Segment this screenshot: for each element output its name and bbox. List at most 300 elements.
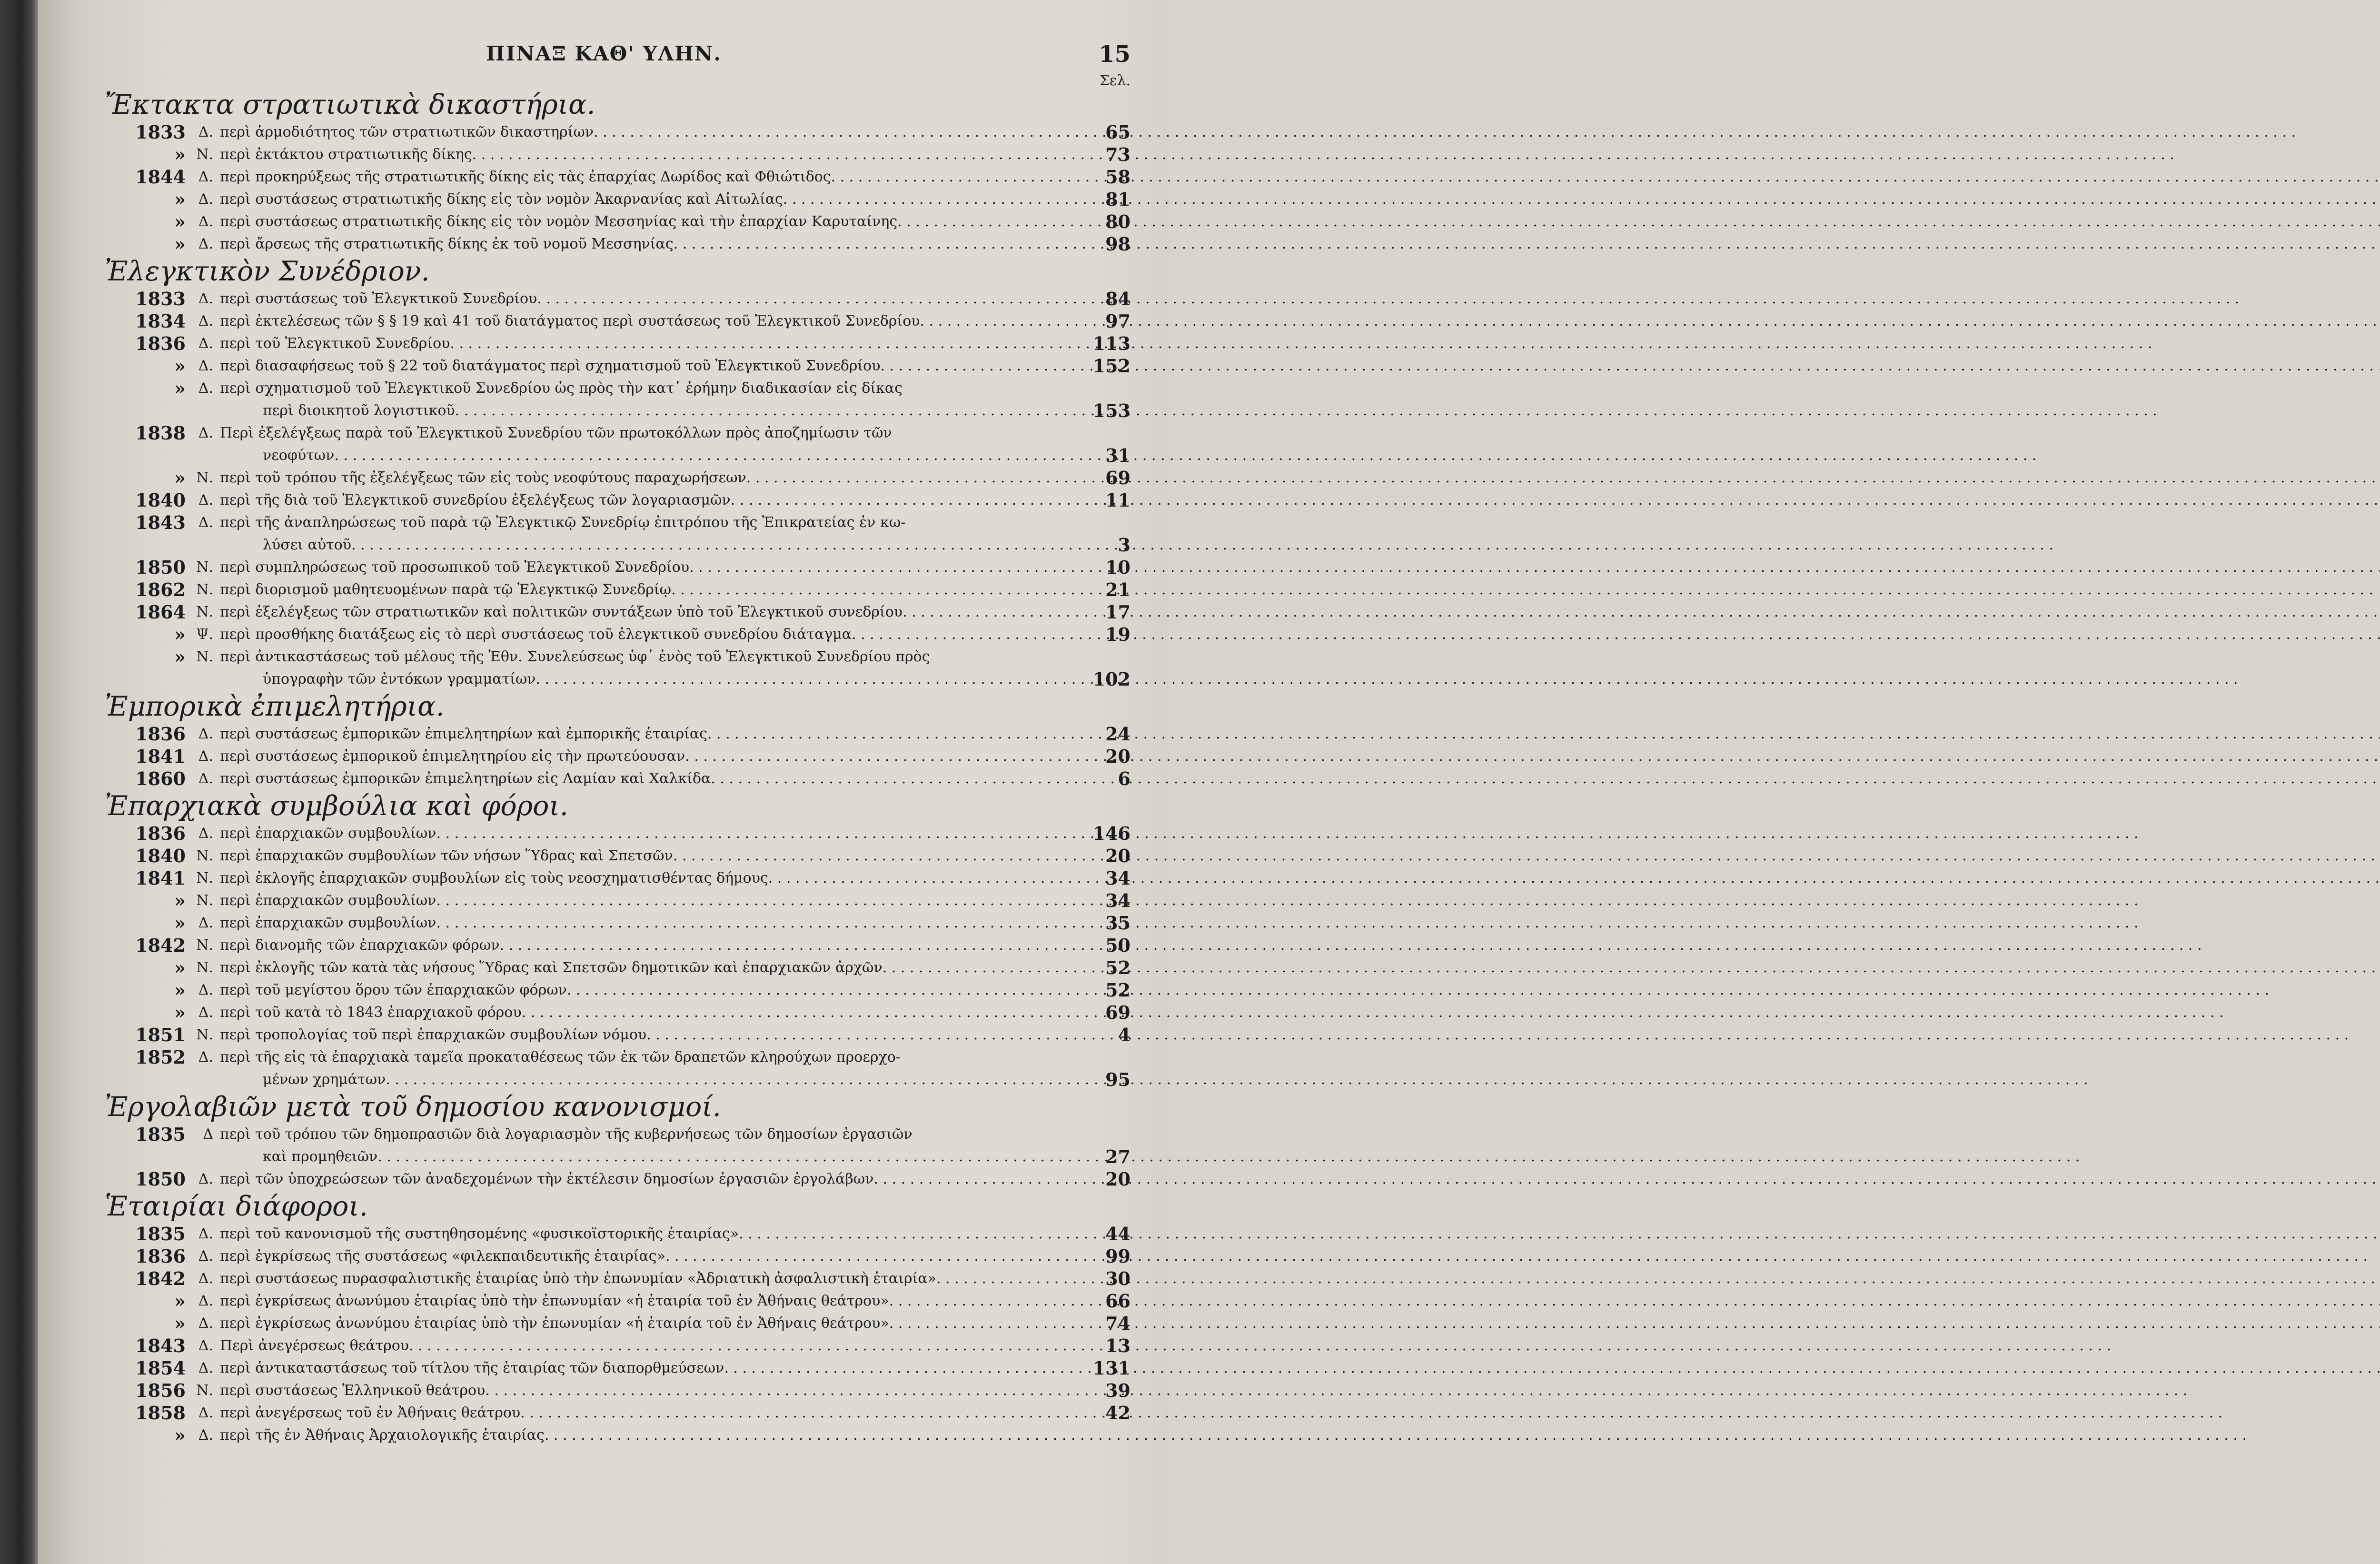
entry-page-ref: 95 — [1105, 1069, 1130, 1090]
dot-leader — [334, 444, 2036, 467]
entry-description-line — [220, 723, 1078, 745]
entry-description-line — [220, 332, 1078, 355]
entry-page-ref: 98 — [1105, 233, 1130, 255]
entry-text: περὶ διασαφήσεως τοῦ § 22 τοῦ διατάγματος περὶ σχηματισμοῦ τοῦ Ἐλεγκτικοῦ Συνεδρίου — [220, 358, 881, 374]
index-entry — [124, 979, 1130, 1001]
dot-leader — [409, 1335, 2111, 1357]
entry-text: περὶ ἐκλογῆς τῶν κατὰ τὰς νήσους Ὕδρας καὶ Σπετσῶν δημοτικῶν καὶ ἐπαρχιακῶν ἀρχῶν — [220, 959, 883, 976]
entry-description — [220, 188, 1078, 210]
entry-year: 1834 — [135, 310, 186, 332]
entry-type: Δ. — [198, 124, 213, 140]
entry-year: » — [174, 979, 186, 1001]
entry-type: Ν. — [196, 604, 213, 620]
entry-text: περὶ ἐγκρίσεως ἀνωνύμου ἑταιρίας ὑπὸ τὴν ἐπωνυμίαν «ἡ ἑταιρία τοῦ ἐν Ἀθήναις θεάτρου» — [220, 1315, 889, 1332]
entry-description-line — [220, 1223, 1078, 1245]
entry-type: Δ. — [198, 1337, 213, 1354]
entry-text: περὶ τῆς εἰς τὰ ἐπαρχιακὰ ταμεῖα προκαταθέσεως τῶν ἐκ τῶν δραπετῶν κληρούχων προερχο- — [220, 1049, 901, 1066]
entry-description-line — [220, 1046, 1078, 1068]
index-entry — [124, 310, 1130, 332]
entry-year: » — [174, 957, 186, 978]
entry-year: 1841 — [135, 867, 186, 889]
index-entry — [124, 511, 1130, 556]
entry-description — [220, 1357, 1078, 1379]
index-entry — [124, 233, 1130, 255]
entry-type: Δ. — [198, 1427, 213, 1444]
entry-description-line — [220, 646, 1078, 668]
entry-text: περὶ ἁρμοδιότητος τῶν στρατιωτικῶν δικαστηρίων — [220, 124, 594, 140]
dot-leader — [936, 1267, 2380, 1290]
entry-description — [220, 979, 1078, 1001]
entry-description — [220, 422, 1078, 467]
entry-description-line — [220, 1001, 1078, 1024]
entry-description — [220, 623, 1078, 646]
entry-text: περὶ προσθήκης διατάξεως εἰς τὸ περὶ συστάσεως τοῦ ἐλεγκτικοῦ συνεδρίου διάταγμα — [220, 626, 852, 643]
entry-type: Δ. — [198, 380, 213, 397]
entry-type: Δ. — [198, 915, 213, 931]
entry-description — [220, 1424, 1078, 1446]
entry-page-ref: 66 — [1105, 1290, 1130, 1312]
section-heading: Ἑταιρίαι διάφοροι. — [105, 1191, 368, 1222]
section-heading: Ἐμπορικὰ ἐπιμελητήρια. — [105, 691, 445, 722]
entry-type: Ν. — [196, 937, 213, 954]
entry-description-line — [220, 623, 1078, 646]
dot-leader — [436, 822, 2138, 845]
index-entry — [124, 646, 1130, 690]
entry-text: περὶ σχηματισμοῦ τοῦ Ἐλεγκτικοῦ Συνεδρίου ὡς πρὸς τὴν κατ᾽ ἐρήμην διαδικασίαν εἰς δίκας — [220, 380, 902, 397]
index-entry — [124, 1312, 1130, 1335]
index-entry — [124, 867, 1130, 889]
entry-text: περὶ ἐκλογῆς ἐπαρχιακῶν συμβουλίων εἰς τοὺς νεοσχηματισθέντας δήμους — [220, 870, 768, 887]
entry-page-ref: 52 — [1105, 979, 1130, 1001]
entry-page-ref: 50 — [1105, 935, 1130, 956]
entry-type: Δ. — [198, 492, 213, 508]
dot-leader — [537, 288, 2239, 310]
index-entry — [124, 422, 1130, 467]
entry-page-ref: 13 — [1105, 1335, 1130, 1356]
entry-type: Δ. — [198, 236, 213, 252]
index-entry — [124, 601, 1130, 623]
entry-type: Δ. — [198, 982, 213, 998]
entry-description-line — [220, 979, 1078, 1001]
entry-type: Ν. — [196, 559, 213, 576]
entry-year: » — [174, 890, 186, 911]
entry-year: » — [174, 189, 186, 210]
index-entry — [124, 1424, 1130, 1446]
entry-type: Δ. — [198, 1171, 213, 1187]
dot-leader — [351, 534, 2053, 556]
entry-type: Δ. — [198, 1293, 213, 1309]
entry-text: περὶ προκηρύξεως τῆς στρατιωτικῆς δίκης εἰς τὰς ἐπαρχίας Δωρίδος καὶ Φθιώτιδος — [220, 169, 831, 185]
entry-type: Ν. — [196, 469, 213, 486]
entry-page-ref: 113 — [1092, 333, 1130, 354]
entry-page-ref: 4 — [1118, 1024, 1130, 1046]
dot-leader — [724, 1357, 2380, 1379]
entry-description — [220, 143, 1078, 166]
book-page — [38, 0, 1170, 1564]
entry-description-line — [220, 1123, 1078, 1146]
entry-year: » — [174, 144, 186, 165]
entry-description — [220, 1379, 1078, 1402]
entry-year: 1856 — [135, 1380, 186, 1401]
entry-description — [220, 1245, 1078, 1267]
index-entry — [124, 822, 1130, 845]
index-entry — [124, 288, 1130, 310]
entry-year: 1851 — [135, 1024, 186, 1046]
entry-year: 1836 — [135, 1245, 186, 1267]
index-entry — [124, 1267, 1130, 1290]
entry-description-line — [220, 1357, 1078, 1379]
entry-text: περὶ τοῦ τρόπου τῆς ἐξελέγξεως τῶν εἰς τοὺς νεοφύτους παραχωρήσεων — [220, 469, 746, 486]
dot-leader — [831, 166, 2380, 188]
entry-page-ref: 17 — [1105, 601, 1130, 623]
dot-leader — [545, 1424, 2247, 1446]
entry-type: Ν. — [196, 959, 213, 976]
entry-text: περὶ τῶν ὑποχρεώσεων τῶν ἀναδεχομένων τὴν ἐκτέλεσιν δημοσίων ἐργασιῶν ἐργολάβων — [220, 1171, 874, 1187]
entry-year: » — [174, 624, 186, 645]
dot-leader — [739, 1223, 2380, 1245]
entry-page-ref: 69 — [1105, 467, 1130, 488]
entry-description — [220, 934, 1078, 956]
entry-description — [220, 467, 1078, 489]
entry-page-ref: 99 — [1105, 1245, 1130, 1267]
entry-description — [220, 511, 1078, 556]
entry-description — [220, 1267, 1078, 1290]
index-entry — [124, 1168, 1130, 1190]
dot-leader — [689, 556, 2380, 578]
entry-description — [220, 233, 1078, 255]
dot-leader — [674, 233, 2376, 255]
entry-text: περὶ συστάσεως πυρασφαλιστικῆς ἑταιρίας ὑπὸ τὴν ἐπωνυμίαν «Ἀδριατικὴ ἀσφαλιστικὴ ἑταιρία» — [220, 1270, 936, 1287]
entry-page-ref: 81 — [1105, 189, 1130, 210]
entry-description — [220, 489, 1078, 511]
entry-description — [220, 745, 1078, 767]
entry-type: Ψ. — [196, 626, 213, 643]
book-gutter — [0, 0, 38, 1564]
entry-description-line — [220, 1146, 1078, 1168]
entry-description-line — [220, 578, 1078, 601]
entry-type: Ν. — [196, 847, 213, 864]
entry-text: περὶ ἐκτελέσεως τῶν § § 19 καὶ 41 τοῦ διατάγματος περὶ συστάσεως τοῦ Ἐλεγκτικοῦ Συνεδρίου — [220, 313, 920, 329]
entry-type: Δ. — [198, 1405, 213, 1421]
entry-page-ref: 34 — [1105, 890, 1130, 911]
entry-text: περὶ συμπληρώσεως τοῦ προσωπικοῦ τοῦ Ἐλεγκτικοῦ Συνεδρίου — [220, 559, 690, 576]
entry-year: 1838 — [135, 422, 186, 444]
entry-text: μένων χρημάτων — [263, 1071, 386, 1088]
page-column-label: Σελ. — [1099, 72, 1130, 89]
entry-description — [220, 578, 1078, 601]
index-entry — [124, 889, 1130, 912]
dot-leader — [665, 1245, 2368, 1267]
entry-description-line — [220, 233, 1078, 255]
entry-description-line — [220, 310, 1078, 332]
entry-type: Δ. — [198, 514, 213, 531]
entry-year: 1843 — [135, 1335, 186, 1356]
entry-type: Δ. — [198, 1360, 213, 1376]
index-entry — [124, 912, 1130, 934]
entry-year: 1850 — [135, 1168, 186, 1190]
entry-description — [220, 310, 1078, 332]
entry-description-line — [220, 934, 1078, 956]
entry-page-ref: 84 — [1105, 288, 1130, 309]
entry-description — [220, 601, 1078, 623]
dot-leader — [377, 1146, 2080, 1168]
index-entry — [124, 1046, 1130, 1091]
index-entry — [124, 210, 1130, 233]
entry-description-line — [220, 377, 1078, 399]
entry-description-line — [220, 912, 1078, 934]
entry-description — [220, 377, 1078, 422]
entry-text: περὶ ἐπαρχιακῶν συμβουλίων τῶν νήσων Ὕδρας καὶ Σπετσῶν — [220, 847, 673, 864]
entry-description — [220, 1290, 1078, 1312]
entry-type: Δ. — [198, 313, 213, 329]
entry-description-line — [220, 1267, 1078, 1290]
entry-text: περὶ τροπολογίας τοῦ περὶ ἐπαρχιακῶν συμβουλίων νόμου — [220, 1026, 647, 1043]
entry-year: » — [174, 355, 186, 377]
entry-description — [220, 1402, 1078, 1424]
entry-description-line — [220, 288, 1078, 310]
entry-type: Δ. — [198, 770, 213, 787]
index-entry — [124, 745, 1130, 767]
entry-year: 1858 — [135, 1402, 186, 1424]
entry-type: Δ. — [198, 1270, 213, 1287]
entry-text: περὶ συστάσεως ἐμπορικῶν ἐπιμελητηρίων καὶ ἐμπορικῆς ἑταιρίας — [220, 726, 707, 742]
entry-text: περὶ ἀνεγέρσεως τοῦ ἐν Ἀθήναις θεάτρου — [220, 1405, 521, 1421]
entry-description-line — [220, 511, 1078, 534]
entry-text: Περὶ ἐξελέγξεως παρὰ τοῦ Ἐλεγκτικοῦ Συνεδρίου τῶν πρωτοκόλλων πρὸς ἀποζημίωσιν τῶν — [220, 425, 892, 441]
entry-page-ref: 6 — [1118, 768, 1130, 789]
entry-description-line — [220, 745, 1078, 767]
entry-description — [220, 646, 1078, 690]
entry-type: Δ. — [198, 358, 213, 374]
entry-description — [220, 166, 1078, 188]
entry-page-ref: 65 — [1105, 121, 1130, 143]
entry-description — [220, 210, 1078, 233]
entry-description-line — [220, 1402, 1078, 1424]
entry-page-ref: 52 — [1105, 957, 1130, 978]
dot-leader — [783, 188, 2380, 210]
index-entry — [124, 578, 1130, 601]
entry-type: Δ. — [198, 290, 213, 307]
entry-text: περὶ τοῦ κατὰ τὸ 1843 ἐπαρχιακοῦ φόρου — [220, 1004, 522, 1021]
dot-leader — [567, 979, 2269, 1001]
dot-leader — [536, 668, 2238, 690]
entry-type: Δ. — [198, 425, 213, 441]
entry-description — [220, 1024, 1078, 1046]
entry-text: περὶ συστάσεως στρατιωτικῆς δίκης εἰς τὸν νομὸν Ἀκαρνανίας καὶ Αἰτωλίας — [220, 191, 783, 208]
entry-year: » — [174, 211, 186, 232]
entry-page-ref: 31 — [1105, 445, 1130, 466]
entry-type: Ν. — [196, 870, 213, 887]
index-entry — [124, 1001, 1130, 1024]
entry-text: περὶ τοῦ μεγίστου ὅρου τῶν ἐπαρχιακῶν φόρων — [220, 982, 567, 998]
entry-type: Δ. — [198, 748, 213, 765]
entry-description-line — [220, 188, 1078, 210]
entry-description-line — [220, 444, 1078, 467]
entry-page-ref: 69 — [1105, 1002, 1130, 1023]
entry-description-line — [220, 1335, 1078, 1357]
entry-year: 1843 — [135, 512, 186, 533]
index-entry — [124, 377, 1130, 422]
section-heading: Ἐργολαβιῶν μετὰ τοῦ δημοσίου κανονισμοί. — [105, 1091, 721, 1123]
dot-leader — [671, 578, 2373, 601]
entry-year: 1836 — [135, 823, 186, 844]
entry-text: περὶ ἐπαρχιακῶν συμβουλίων — [220, 825, 436, 842]
entry-text: περὶ τοῦ Ἐλεγκτικοῦ Συνεδρίου — [220, 335, 450, 352]
entry-description-line — [220, 1312, 1078, 1335]
entry-text: περὶ τοῦ κανονισμοῦ τῆς συστηθησομένης «φυσικοϊστορικῆς ἑταιρίας» — [220, 1225, 739, 1242]
index-entry — [124, 1402, 1130, 1424]
entry-description-line — [220, 121, 1078, 143]
entry-page-ref: 3 — [1118, 534, 1130, 556]
entry-text: περὶ ἐπαρχιακῶν συμβουλίων — [220, 892, 436, 909]
entry-description — [220, 889, 1078, 912]
index-entry — [124, 556, 1130, 578]
index-entry — [124, 143, 1130, 166]
entry-type: Δ. — [198, 825, 213, 842]
entry-description-line — [220, 556, 1078, 578]
entry-year: 1841 — [135, 746, 186, 767]
entry-year: 1840 — [135, 845, 186, 867]
entry-description — [220, 1168, 1078, 1190]
entry-year: 1833 — [135, 121, 186, 143]
page-number: 15 — [1099, 41, 1130, 68]
entry-page-ref: 152 — [1092, 355, 1130, 377]
entry-year: » — [174, 1290, 186, 1312]
entry-page-ref: 131 — [1092, 1357, 1130, 1379]
entry-description-line — [220, 143, 1078, 166]
entry-year: 1835 — [135, 1223, 186, 1245]
entry-type: Ν. — [196, 1026, 213, 1043]
index-entry — [124, 1123, 1130, 1168]
entry-text: περὶ ἐξελέγξεως τῶν στρατιωτικῶν καὶ πολιτικῶν συντάξεων ὑπὸ τοῦ Ἐλεγκτικοῦ συνεδρίου — [220, 604, 903, 620]
entry-description — [220, 723, 1078, 745]
entry-description-line — [220, 534, 1078, 556]
index-entry — [124, 489, 1130, 511]
dot-leader — [920, 310, 2380, 332]
entry-text: νεοφύτων — [263, 447, 335, 464]
entry-page-ref: 74 — [1105, 1313, 1130, 1334]
dot-leader — [673, 845, 2375, 867]
entry-year: 1842 — [135, 935, 186, 956]
entry-page-ref: 58 — [1105, 166, 1130, 188]
entry-description — [220, 1123, 1078, 1168]
entry-type: Ν. — [196, 146, 213, 163]
index-entry — [124, 1223, 1130, 1245]
entry-text: περὶ τῆς διὰ τοῦ Ἐλεγκτικοῦ συνεδρίου ἐξελέγξεως τῶν λογαριασμῶν — [220, 492, 731, 508]
entry-description-line — [220, 1068, 1078, 1091]
entry-description — [220, 822, 1078, 845]
entry-description-line — [220, 489, 1078, 511]
entry-page-ref: 19 — [1105, 624, 1130, 645]
entry-text: περὶ συστάσεως τοῦ Ἐλεγκτικοῦ Συνεδρίου — [220, 290, 537, 307]
entry-description — [220, 845, 1078, 867]
dot-leader — [455, 399, 2157, 422]
entry-page-ref: 97 — [1105, 310, 1130, 332]
entry-page-ref: 146 — [1092, 823, 1130, 844]
dot-leader — [472, 143, 2174, 166]
entry-year: » — [174, 1425, 186, 1446]
entry-page-ref: 21 — [1105, 579, 1130, 600]
entry-description — [220, 121, 1078, 143]
entry-year: » — [174, 467, 186, 488]
entry-year: 1852 — [135, 1046, 186, 1068]
entry-description-line — [220, 422, 1078, 444]
entry-page-ref: 35 — [1105, 912, 1130, 934]
index-entry — [124, 845, 1130, 867]
dot-leader — [386, 1068, 2088, 1091]
entry-text: περὶ ἐπαρχιακῶν συμβουλίων — [220, 915, 436, 931]
entry-year: 1854 — [135, 1357, 186, 1379]
entry-page-ref: 24 — [1105, 723, 1130, 745]
entry-year: 1836 — [135, 723, 186, 745]
entry-type: Δ. — [198, 1315, 213, 1332]
entry-description-line — [220, 355, 1078, 377]
entry-page-ref: 153 — [1092, 400, 1130, 421]
entry-text: περὶ συστάσεως Ἑλληνικοῦ θεάτρου — [220, 1382, 486, 1399]
dot-leader — [594, 121, 2296, 143]
entry-description-line — [220, 822, 1078, 845]
entry-description-line — [220, 601, 1078, 623]
entry-page-ref: 20 — [1105, 845, 1130, 867]
entry-page-ref: 11 — [1105, 489, 1130, 511]
index-entry — [124, 355, 1130, 377]
entry-description-line — [220, 889, 1078, 912]
entry-description — [220, 767, 1078, 790]
entry-page-ref: 102 — [1092, 668, 1130, 690]
entry-description-line — [220, 210, 1078, 233]
index-entry — [124, 166, 1130, 188]
index-entry — [124, 1245, 1130, 1267]
entry-description-line — [220, 166, 1078, 188]
entry-description — [220, 1001, 1078, 1024]
entry-type: Δ. — [198, 1049, 213, 1066]
entry-description — [220, 332, 1078, 355]
entry-page-ref: 27 — [1105, 1146, 1130, 1167]
dot-leader — [436, 912, 2138, 934]
entry-type: Δ. — [198, 191, 213, 208]
dot-leader — [731, 489, 2380, 511]
entry-type: Δ. — [198, 213, 213, 230]
index-content — [105, 89, 1130, 1446]
entry-text: περὶ διανομῆς τῶν ἐπαρχιακῶν φόρων — [220, 937, 500, 954]
entry-text: περὶ ἄρσεως τῆς στρατιωτικῆς δίκης ἐκ τοῦ νομοῦ Μεσσηνίας — [220, 236, 674, 252]
entry-description-line — [220, 1379, 1078, 1402]
entry-type: Ν. — [196, 892, 213, 909]
entry-text: περὶ ἐγκρίσεως ἀνωνύμου ἑταιρίας ὑπὸ τὴν ἐπωνυμίαν «ἡ ἑταιρία τοῦ ἐν Ἀθήναις θεάτρου» — [220, 1293, 889, 1309]
section-heading: Ἔκτακτα στρατιωτικὰ δικαστήρια. — [105, 89, 595, 120]
index-entry — [124, 1379, 1130, 1402]
entry-year: » — [174, 1002, 186, 1023]
entry-description — [220, 912, 1078, 934]
entry-text: περὶ συστάσεως στρατιωτικῆς δίκης εἰς τὸν νομὸν Μεσσηνίας καὶ τὴν ἐπαρχίαν Καρυταίνης — [220, 213, 898, 230]
index-entry — [124, 723, 1130, 745]
dot-leader — [711, 767, 2380, 790]
entry-text: καὶ προμηθειῶν — [263, 1148, 378, 1165]
entry-description-line — [220, 1245, 1078, 1267]
entry-description-line — [220, 1168, 1078, 1190]
entry-type: Ν. — [196, 648, 213, 665]
index-entry — [124, 467, 1130, 489]
entry-year: 1835 — [135, 1124, 186, 1145]
entry-type: Δ — [203, 1126, 213, 1143]
index-entry — [124, 1290, 1130, 1312]
entry-text: περὶ τοῦ τρόπου τῶν δημοπρασιῶν διὰ λογαριασμὸν τῆς κυβερνήσεως τῶν δημοσίων ἐργασιῶν — [220, 1126, 912, 1143]
dot-leader — [500, 934, 2202, 956]
entry-text: περὶ διοικητοῦ λογιστικοῦ — [263, 402, 455, 419]
entry-description — [220, 1335, 1078, 1357]
entry-text: περὶ ἀντικαταστάσεως τοῦ τίτλου τῆς ἑταιρίας τῶν διαπορθμεύσεων — [220, 1360, 724, 1376]
entry-text: περὶ τῆς ἐν Ἀθήναις Ἀρχαιολογικῆς ἑταιρίας — [220, 1427, 545, 1444]
